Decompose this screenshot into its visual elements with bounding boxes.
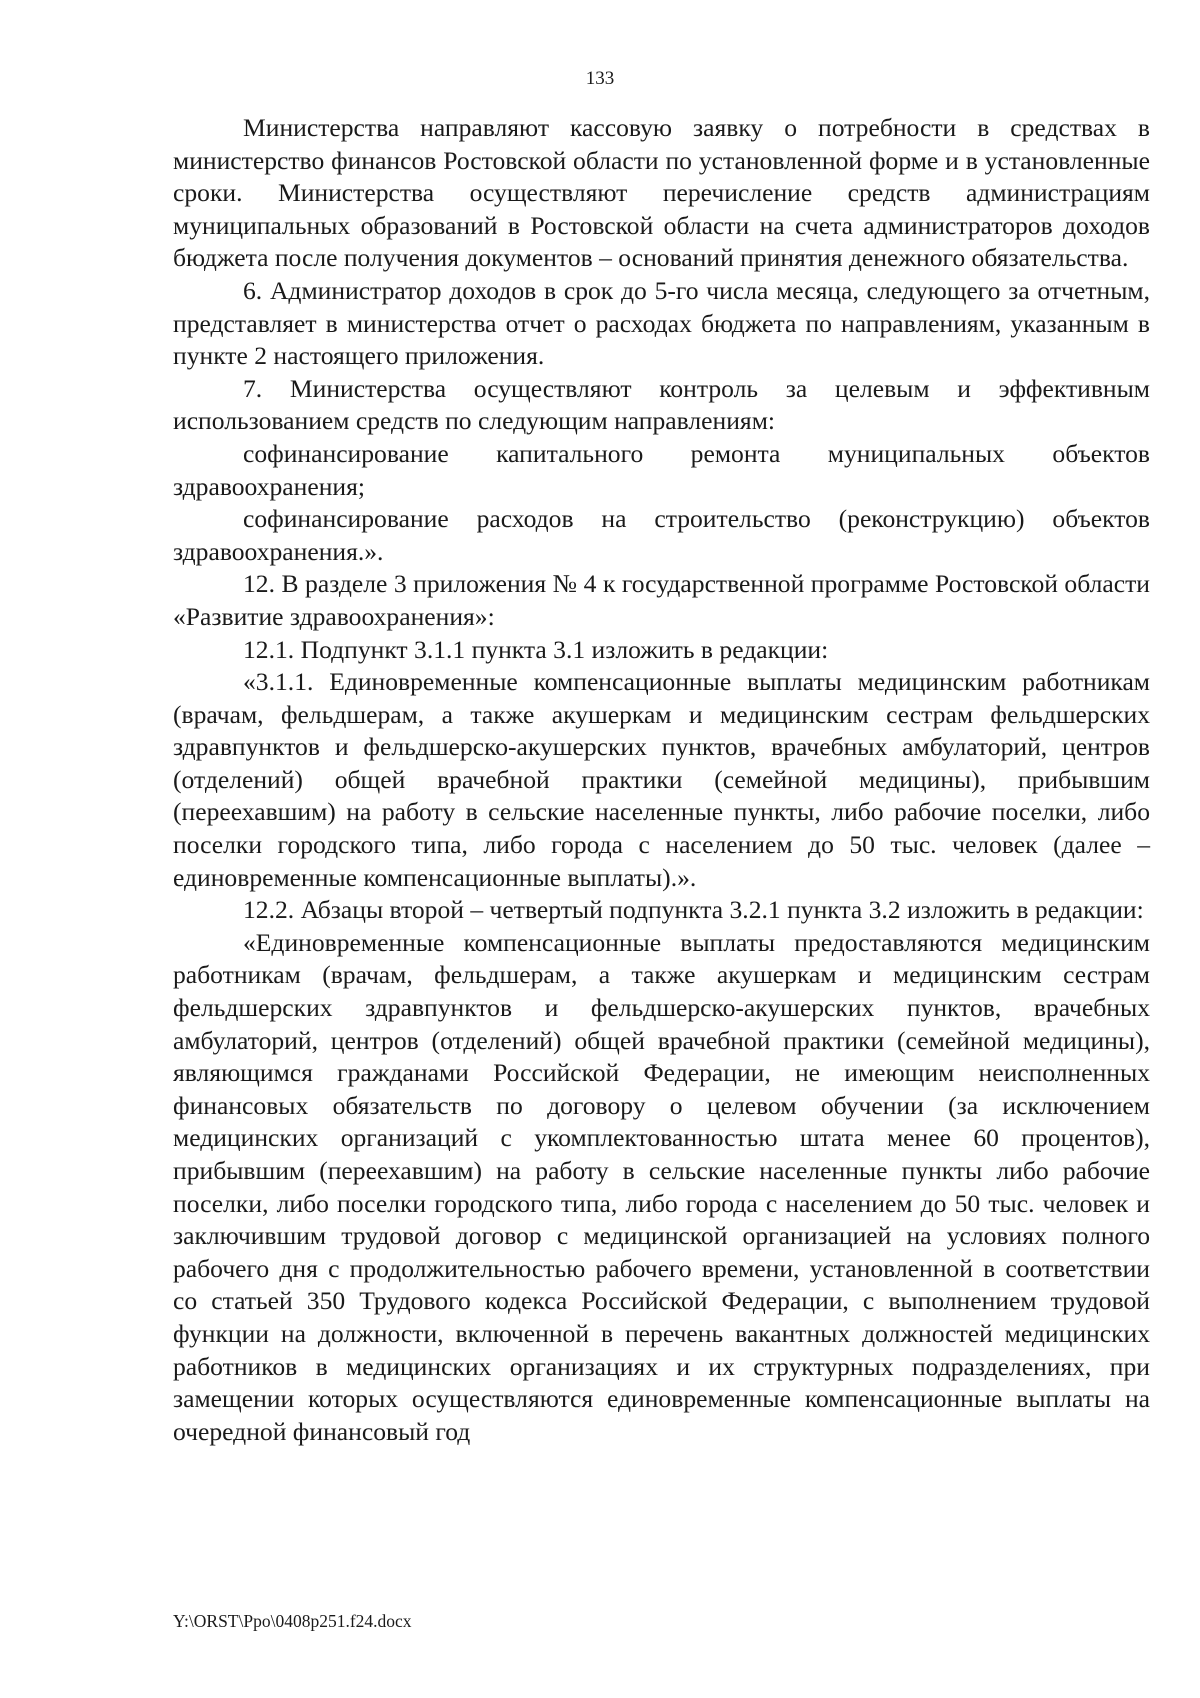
paragraph-construction: софинансирование расходов на строительство (реконструкцию) объектов здравоохранения.». bbox=[173, 504, 1150, 566]
page-number: 133 bbox=[585, 68, 615, 89]
paragraph-subitem-3-1-1: «3.1.1. Единовременные компенсационные выплаты медицинским работникам (врачам, фельдшерам, а также акушеркам и медицинским сестрам фельдшерских здравпунктов и фельдшерско-акушерских пунктов, врачебных амбулаторий, центров (отделений) общей врачебной практики (семейной медицины), прибывшим (переехавшим) на работу в сельские населенные пункты, либо рабочие поселки, либо поселки городского типа, либо города с населением до 50 тыс. человек (далее – единовременные компенсационные выплаты).». bbox=[173, 667, 1150, 892]
paragraph-item-12: 12. В разделе 3 приложения № 4 к государственной программе Ростовской области «Развитие здравоохранения»: bbox=[173, 569, 1150, 631]
footer-file-path: Y:\ORST\Ppo\0408p251.f24.docx bbox=[173, 1611, 412, 1631]
paragraph-item-7: 7. Министерства осуществляют контроль за целевым и эффективным использованием средств по следующим направлениям: bbox=[173, 373, 1150, 436]
document-body bbox=[173, 112, 1150, 1448]
paragraph-item-12-1: 12.1. Подпункт 3.1.1 пункта 3.1 изложить в редакции: bbox=[243, 634, 829, 664]
paragraph-compensation-payments: «Единовременные компенсационные выплаты предоставляются медицинским работникам (врачам, фельдшерам, а также акушеркам и медицинским сестрам фельдшерских здравпунктов и фельдшерско-акушерских пунктов, врачебных амбулаторий, центров (отделений) общей врачебной практики (семейной медицины), являющимся гражданами Российской Федерации, не имеющим неисполненных финансовых обязательств по договору о целевом обучении (за исключением медицинских организаций с укомплектованностью штата менее 60 процентов), прибывшим (переехавшим) на работу в сельские населенные пункты либо рабочие поселки, либо поселки городского типа, либо города с населением до 50 тыс. человек и заключившим трудовой договор с медицинской организацией на условиях полного рабочего дня с продолжительностью рабочего времени, установленной в соответствии со статьей 350 Трудового кодекса Российской Федерации, с выполнением трудовой функции на должности, включенной в перечень вакантных должностей медицинских работников в медицинских организациях и их структурных подразделениях, при замещении которых осуществляются единовременные компенсационные выплаты на очередной финансовый год bbox=[173, 927, 1150, 1446]
paragraph-cash-request: Министерства направляют кассовую заявку о потребности в средствах в министерство финансов Ростовской области по установленной форме и в установленные сроки. Министерства осуществляют перечисление средств администрациям муниципальных образований в Ростовской области на счета администраторов доходов бюджета после получения документов – оснований принятия денежного обязательства. bbox=[173, 113, 1150, 273]
paragraph-item-12-2: 12.2. Абзацы второй – четвертый подпункта 3.2.1 пункта 3.2 изложить в редакции: bbox=[243, 895, 1144, 925]
paragraph-capital-repair: софинансирование капитального ремонта муниципальных объектов здравоохранения; bbox=[173, 438, 1150, 501]
paragraph-item-6: 6. Администратор доходов в срок до 5-го числа месяца, следующего за отчетным, представляет в министерства отчет о расходах бюджета по направлениям, указанным в пункте 2 настоящего приложения. bbox=[173, 275, 1150, 371]
